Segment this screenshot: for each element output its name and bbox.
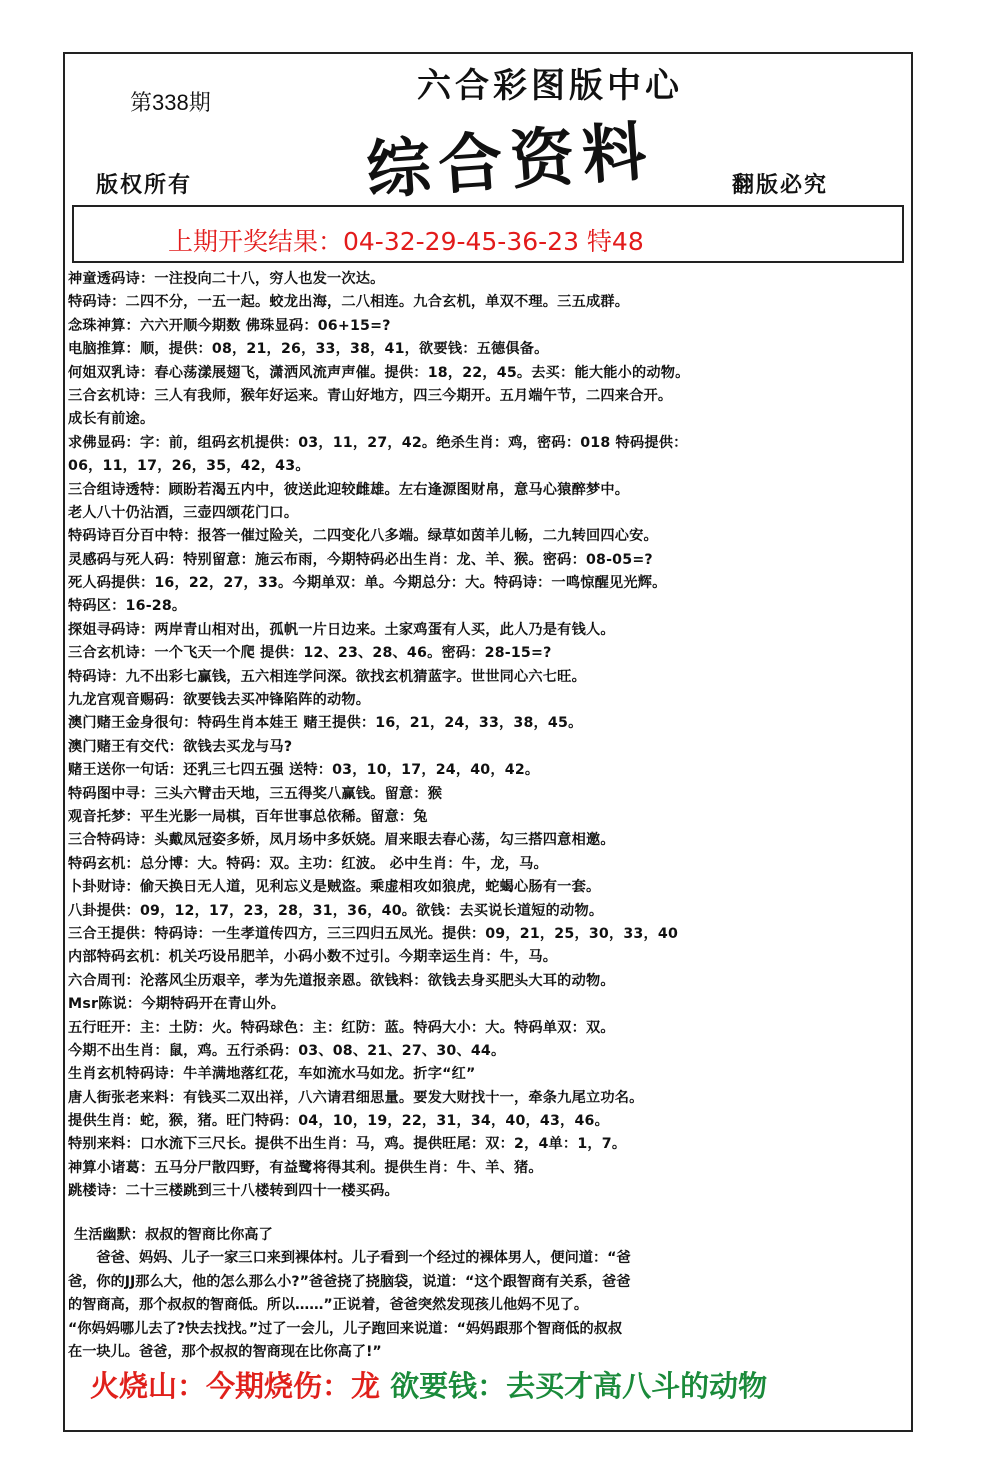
info-line: 六合周刊：沦落风尘历艰辛，孝为先道报亲恩。欲钱料：欲钱去身买肥头大耳的动物。 bbox=[68, 972, 615, 989]
info-line: 今期不出生肖：鼠，鸡。五行杀码：03、08、21、27、30、44。 bbox=[68, 1042, 506, 1059]
info-line: 特码图中寻：三头六臂击天地，三五得奖八赢钱。留意：猴 bbox=[68, 785, 443, 802]
info-line: 特码诗百分百中特：报答一催过险关，二四变化八多端。绿草如茵羊儿畅，二九转回四心安。 bbox=[68, 528, 658, 545]
center-title: 六合彩图版中心 bbox=[417, 66, 683, 106]
info-line: 死人码提供：16，22，27，33。今期单双：单。今期总分：大。特码诗：一鸣惊醒见光辉。 bbox=[68, 575, 667, 592]
info-line: 跳楼诗：二十三楼跳到三十八楼转到四十一楼买码。 bbox=[68, 1183, 399, 1200]
info-line: 澳门赌王有交代：欲钱去买龙与马? bbox=[68, 738, 293, 755]
info-line: 观音托梦：平生光影一局棋，百年世事总依稀。留意：兔 bbox=[68, 808, 428, 825]
info-line: 提供生肖：蛇，猴，猪。旺门特码：04，10，19，22，31，34，40，43，46。 bbox=[68, 1113, 609, 1130]
info-line: 卜卦财诗：偷天换日无人道，见利忘义是贼盗。乘虚相攻如狼虎，蛇蝎心肠有一套。 bbox=[68, 879, 601, 896]
story-row: “你妈妈哪儿去了?快去找找。”过了一会儿，儿子跑回来说道：“妈妈跟那个智商低的叔叔 bbox=[68, 1320, 623, 1337]
info-line: 三合组诗透特：顾盼若渴五内中，彼送此迎较雌雄。左右逢源图财帛，意马心猿醉梦中。 bbox=[68, 481, 630, 498]
story-body bbox=[68, 1247, 908, 1365]
info-line: 求佛显码：字：前，组码玄机提供：03，11，27，42。绝杀生肖：鸡，密码：018 特码提供： bbox=[68, 434, 688, 451]
info-line: 成长有前途。 bbox=[68, 411, 155, 428]
info-line: 何姐双乳诗：春心荡漾展翅飞，潇洒风流声声催。提供：18，22，45。去买：能大能小的动物。 bbox=[68, 364, 690, 381]
bottom-money-text: 欲要钱：去买才高八斗的动物 bbox=[390, 1369, 768, 1403]
info-line: 探姐寻码诗：两岸青山相对出，孤帆一片日边来。土家鸡蛋有人买，此人乃是有钱人。 bbox=[68, 621, 615, 638]
info-line: 神算小诸葛：五马分尸散四野，有益鹭将得其利。提供生肖：牛、羊、猪。 bbox=[68, 1159, 543, 1176]
humor-story bbox=[68, 1223, 908, 1365]
info-line: 三合特码诗：头戴凤冠姿多娇，凤月场中多妖娆。眉来眼去春心荡，勾三搭四意相邀。 bbox=[68, 832, 615, 849]
result-box bbox=[72, 205, 904, 263]
info-line: 九龙宫观音赐码：欲要钱去买冲锋陷阵的动物。 bbox=[68, 692, 371, 709]
story-row: 爸，你的JJ那么大，他的怎么那么小?”爸爸挠了挠脑袋，说道：“这个跟智商有关系，爸爸 bbox=[68, 1273, 631, 1290]
info-line: 神童透码诗：一注投向二十八，穷人也发一次达。 bbox=[68, 271, 385, 287]
bottom-banner bbox=[90, 1364, 767, 1405]
info-line: 特别来料：口水流下三尺长。提供不出生肖：马，鸡。提供旺尾：双：2，4单：1，7。 bbox=[68, 1136, 627, 1153]
info-line: 电脑推算：顺，提供：08，21，26，33，38，41，欲要钱：五德俱备。 bbox=[68, 341, 549, 358]
info-line: Msr陈说：今期特码开在青山外。 bbox=[68, 996, 286, 1013]
info-line: 澳门赌王金身很句：特码生肖本娃王 赌王提供：16，21，24，33，38，45。 bbox=[68, 715, 583, 732]
copyright-label: 版权所有 bbox=[96, 172, 193, 198]
bottom-fire-text: 火烧山：今期烧伤：龙 bbox=[90, 1369, 381, 1403]
info-line: 特码区：16-28。 bbox=[68, 598, 187, 615]
info-line: 特码诗：九不出彩七赢钱，五六相连学问深。欲找玄机猜蓝字。世世同心六七旺。 bbox=[68, 668, 586, 685]
info-line: 三合玄机诗：一个飞天一个爬 提供：12、23、28、46。密码：28-15=? bbox=[68, 645, 552, 662]
info-line: 老人八十仍沾酒，三壶四颂花门口。 bbox=[68, 504, 299, 521]
info-line: 三合王提供：特码诗：一生孝道传四方，三三四归五凤光。提供：09，21，25，30，33，40 bbox=[68, 925, 679, 942]
info-line: 念珠神算：六六开顺今期数 佛珠显码：06+15=? bbox=[68, 317, 391, 334]
info-line: 灵感码与死人码：特别留意：施云布雨，今期特码必出生肖：龙、羊、猴。密码：08-05=? bbox=[68, 551, 653, 568]
info-line: 五行旺开：主：土防：火。特码球色：主：红防：蓝。特码大小：大。特码单双：双。 bbox=[68, 1019, 615, 1036]
info-line: 唐人街张老来料：有钱买二双出祥，八六请君细思量。要发大财找十一，牵条九尾立功名。 bbox=[68, 1089, 644, 1106]
main-title: 综合资料 bbox=[364, 114, 657, 209]
story-row: 的智商高，那个叔叔的智商低。所以……”正说着，爸爸突然发现孩儿他妈不见了。 bbox=[68, 1297, 589, 1313]
info-line: 06，11，17，26，35，42，43。 bbox=[68, 458, 310, 475]
issue-number: 第338期 bbox=[130, 90, 211, 115]
story-heading: 生活幽默：叔叔的智商比你高了 bbox=[74, 1227, 273, 1243]
last-result: 上期开奖结果：04-32-29-45-36-23 特48 bbox=[168, 227, 644, 256]
info-line: 特码玄机：总分博：大。特码：双。主功：红波。 必中生肖：牛，龙，马。 bbox=[68, 855, 548, 872]
story-row: 在一块儿。爸爸，那个叔叔的智商现在比你高了!” bbox=[68, 1344, 382, 1360]
info-line: 八卦提供：09，12，17，23，28，31，36，40。欲钱：去买说长道短的动物。 bbox=[68, 902, 604, 919]
no-reprint-label: 翻版必究 bbox=[732, 172, 829, 198]
info-line: 生肖玄机特码诗：牛羊满地落红花，车如流水马如龙。折字“红” bbox=[68, 1066, 476, 1083]
info-lines bbox=[68, 268, 908, 1204]
story-row: 爸爸、妈妈、儿子一家三口来到裸体村。儿子看到一个经过的裸体男人，便问道：“爸 bbox=[68, 1250, 631, 1266]
info-line: 内部特码玄机：机关巧设吊肥羊，小码小数不过引。今期幸运生肖：牛，马。 bbox=[68, 949, 558, 966]
info-line: 三合玄机诗：三人有我师，猴年好运来。青山好地方，四三今期开。五月端午节，二四来合开。 bbox=[68, 387, 673, 404]
info-line: 赌王送你一句话：还乳三七四五强 送特：03，10，17，24，40，42。 bbox=[68, 762, 540, 779]
info-line: 特码诗：二四不分，一五一起。蛟龙出海，二八相连。九合玄机，单双不理。三五成群。 bbox=[68, 294, 630, 311]
